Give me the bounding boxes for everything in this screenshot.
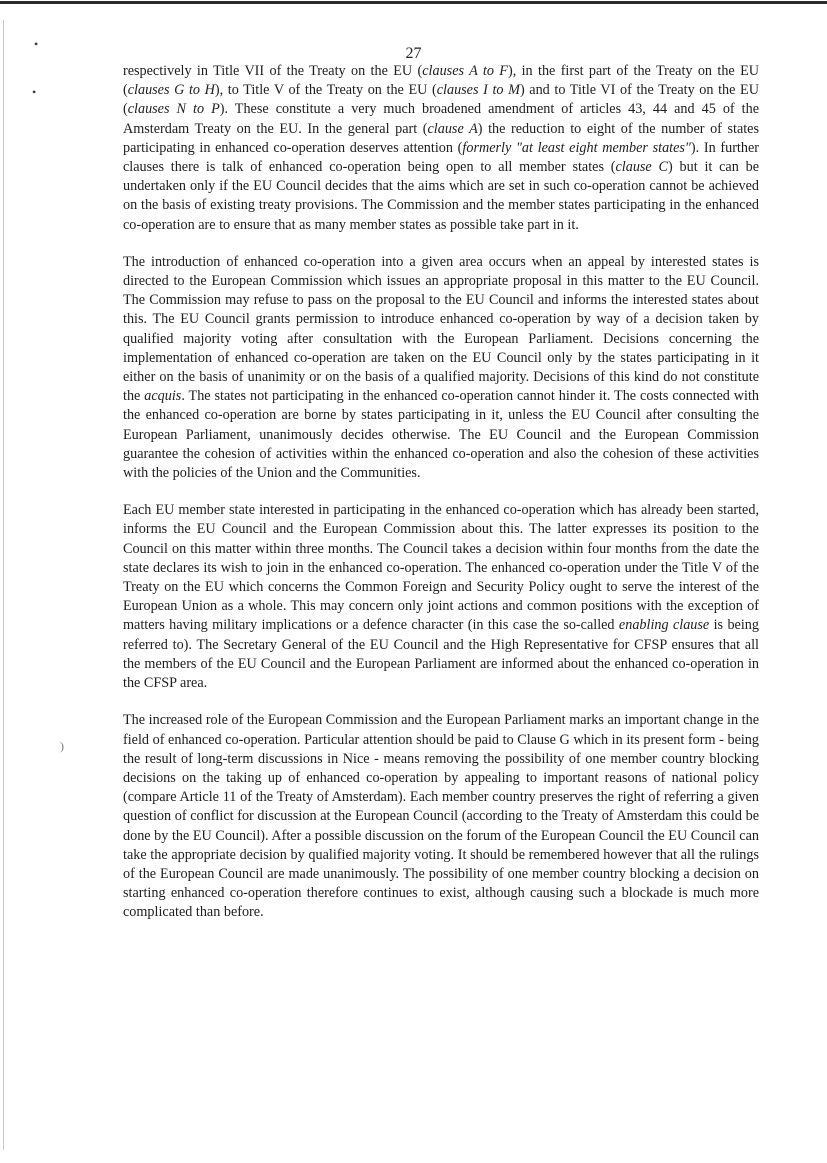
paragraph	[123, 62, 759, 235]
text-run: ). In further clauses there is talk of enhanced co-operation being open to all member states (	[123, 139, 759, 176]
italic-text: clause A	[427, 120, 478, 137]
page-number: 27	[405, 45, 422, 62]
top-border-line	[0, 1, 827, 4]
text-run: ), in the first part of the Treaty on the EU (	[123, 63, 759, 99]
text-run: ) and to Title VI of the Treaty on the EU (	[123, 82, 759, 118]
italic-text: clauses I to M	[436, 82, 520, 99]
left-scan-edge	[3, 20, 4, 1150]
text-run: ) but it can be undertaken only if the EU Council decides that the aims which are set in such co-operation cannot be achieved on the basis of existing treaty provisions. The Commission and the member states participating in the enhanced co-operation are to ensure that as many member states as possible take part in it.	[123, 159, 759, 233]
scan-speck: )	[60, 739, 64, 753]
text-run: ) the reduction to eight of the number of states participating in enhanced co-operation deserves attention (	[123, 120, 760, 156]
scan-speck: •	[34, 37, 39, 51]
text-run: The introduction of enhanced co-operation into a given area occurs when an appeal by interested states is directed to the European Commission which issues an appropriate proposal in this matter to the EU Council. The Commission may refuse to pass on the proposal to the EU Council and informs the interested states about this. The EU Council grants permission to introduce enhanced co-operation by way of a decision taken by qualified majority voting after consultation with the European Parliament. Decisions concerning the implementation of enhanced co-operation are taken on the EU Council only by the states participating in it either on the basis of unanimity or on the basis of a qualified majority. Decisions of this kind do not constitute the	[123, 253, 759, 405]
document-body	[123, 62, 759, 941]
text-run: The increased role of the European Commission and the European Parliament marks an important change in the field of enhanced co-operation. Particular attention should be paid to Clause G which in its present form - being the result of long-term discussions in Nice - means removing the possibility of one member country blocking decisions on the taking up of enhanced co-operation by appealing to important reasons of national policy (compare Article 11 of the Treaty of Amsterdam). Each member country preserves the right of referring a given question of conflict for discussion at the European Council (according to the Treaty of Amsterdam this could be done by the EU Council). After a possible discussion on the forum of the European Council the EU Council can take the appropriate decision by qualified majority voting. It should be remembered however that all the rulings of the European Council are made unanimously. The possibility of one member country blocking a decision on starting enhanced co-operation therefore continues to exist, although causing such a blockade is much more complicated than before.	[123, 712, 759, 921]
text-run: . The states not participating in the enhanced co-operation cannot hinder it. The costs connected with the enhanced co-operation are borne by states participating in it, unless the EU Council after consulting the European Parliament, unanimously decides otherwise. The EU Council and the European Commission guarantee the cohesion of activities within the enhanced co-operation and also the cohesion of these activities with the policies of the Union and the Communities.	[123, 388, 759, 482]
italic-text: clauses N to P	[127, 101, 220, 118]
italic-text: clauses A to F	[422, 63, 508, 79]
italic-text: clause C	[615, 159, 668, 176]
text-run: Each EU member state interested in participating in the enhanced co-operation which has already been started, informs the EU Council and the European Commission about this. The latter expresses its position to the Council on this matter within three months. The Council takes a decision within four months from the date the state declares its wish to join in the enhanced co-operation. The enhanced co-operation under the Title V of the Treaty on the EU which concerns the Common Foreign and Security Policy ought to serve the interest of the European Union as a whole. This may concern only joint actions and common positions with the exception of matters having military implications or a defence character (in this case the so-called	[123, 502, 759, 634]
paragraph	[123, 501, 759, 693]
text-run: is being referred to). The Secretary General of the EU Council and the High Representative for CFSP ensures that all the members of the EU Council and the European Parliament are informed about the enhanced co-operation in the CFSP area.	[123, 617, 759, 692]
paragraph	[123, 711, 759, 922]
text-run: ). These constitute a very much broadened amendment of articles 43, 44 and 45 of the Amsterdam Treaty on the EU. In the general part (	[123, 101, 759, 137]
italic-text: acquis	[144, 388, 182, 405]
italic-text: clauses G to H	[127, 82, 215, 99]
text-run: ), to Title V of the Treaty on the EU (	[214, 82, 437, 99]
scan-speck: •	[32, 85, 37, 99]
text-run: respectively in Title VII of the Treaty on the EU (	[123, 63, 423, 79]
paragraph	[123, 253, 759, 483]
italic-text: enabling clause	[618, 617, 710, 634]
italic-text: formerly "at least eight member states"	[462, 139, 691, 156]
